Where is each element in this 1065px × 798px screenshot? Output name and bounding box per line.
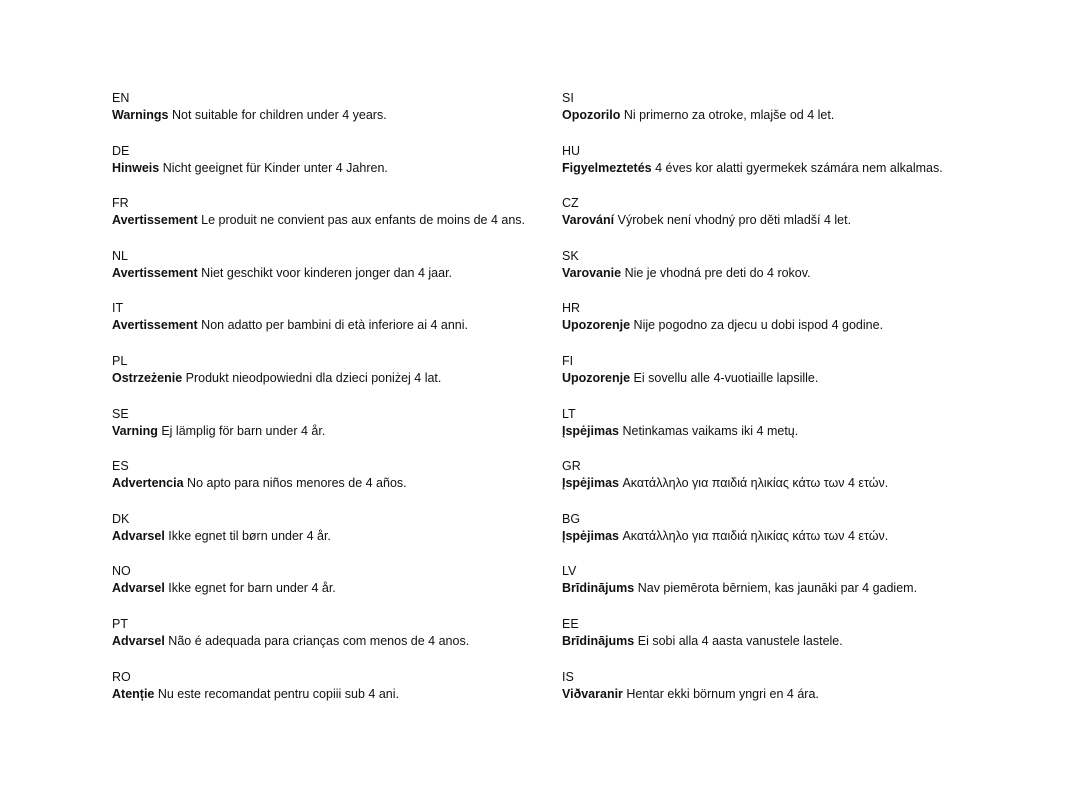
- warning-entry-ro: [112, 669, 572, 722]
- language-code: ES: [112, 459, 129, 474]
- warning-label: Avertissement: [112, 213, 198, 228]
- warning-line: [112, 265, 572, 282]
- warning-text: Hentar ekki börnum yngri en 4 ára.: [626, 686, 819, 701]
- warning-label: Ostrzeżenie: [112, 370, 183, 385]
- warning-entry-no: [112, 563, 572, 616]
- warning-entry-nl: [112, 248, 572, 301]
- warning-label: Brīdinājums: [562, 633, 635, 648]
- warning-line: [562, 475, 1022, 492]
- warning-entry-is: [562, 669, 1022, 722]
- warning-label: Varovanie: [562, 265, 622, 280]
- language-code: FR: [112, 196, 129, 211]
- warning-line: [562, 317, 1022, 334]
- warning-label: Avertissement: [112, 265, 198, 280]
- language-code: EE: [562, 616, 579, 631]
- warning-entry-lv: [562, 563, 1022, 616]
- warning-line: [562, 633, 1022, 650]
- language-code: NO: [112, 564, 131, 579]
- warning-line: [112, 317, 572, 334]
- warning-label: Opozorilo: [562, 108, 621, 122]
- language-code: SE: [112, 406, 129, 421]
- warning-label: Viðvaranir: [562, 686, 623, 701]
- warning-label: Brīdinājums: [562, 581, 635, 596]
- warning-entry-dk: [112, 511, 572, 564]
- warning-line: [562, 528, 1022, 545]
- left-column: [112, 90, 572, 721]
- language-code: PL: [112, 353, 128, 368]
- warning-entry-hu: [562, 143, 1022, 196]
- language-code: LT: [562, 406, 576, 421]
- warning-line: [562, 160, 1022, 177]
- warning-line: [112, 370, 572, 387]
- warning-entry-hr: [562, 300, 1022, 353]
- warning-line: [562, 370, 1022, 387]
- warning-entry-sk: [562, 248, 1022, 301]
- warning-line: [112, 160, 572, 177]
- warning-line: [562, 580, 1022, 597]
- warning-label: Advarsel: [112, 528, 165, 543]
- warning-entry-cz: [562, 195, 1022, 248]
- warning-label: Hinweis: [112, 160, 160, 175]
- language-code: BG: [562, 511, 581, 526]
- warning-text: Le produit ne convient pas aux enfants de moins de 4 ans.: [201, 213, 525, 228]
- warning-text: Netinkamas vaikams iki 4 metų.: [622, 423, 799, 438]
- warning-label: Avertissement: [112, 318, 198, 333]
- warning-entry-si: [562, 90, 1022, 143]
- warning-text: Não é adequada para crianças com menos de 4 anos.: [168, 633, 470, 648]
- warning-label: Atenție: [112, 686, 155, 701]
- warning-line: [562, 107, 1022, 124]
- warning-text: Ei sovellu alle 4-vuotiaille lapsille.: [633, 370, 819, 385]
- warning-line: [112, 528, 572, 545]
- warning-entry-pt: [112, 616, 572, 669]
- warning-entry-pl: [112, 353, 572, 406]
- warning-line: [112, 423, 572, 440]
- warning-line: [112, 633, 572, 650]
- language-code: SI: [562, 91, 574, 105]
- warning-text: Niet geschikt voor kinderen jonger dan 4 jaar.: [201, 265, 453, 280]
- language-code: EN: [112, 91, 130, 105]
- warning-line: [112, 686, 572, 703]
- warning-label: Warnings: [112, 108, 169, 122]
- warning-text: Not suitable for children under 4 years.: [171, 108, 387, 122]
- language-code: DE: [112, 143, 130, 158]
- warning-line: [112, 580, 572, 597]
- warning-label: Upozorenje: [562, 370, 631, 385]
- warning-label: Figyelmeztetés: [562, 160, 652, 175]
- language-code: IT: [112, 301, 124, 316]
- warning-label: Upozorenje: [562, 318, 631, 333]
- warning-label: Advarsel: [112, 633, 165, 648]
- language-code: HU: [562, 143, 581, 158]
- warning-line: [562, 212, 1022, 229]
- language-code: GR: [562, 459, 581, 474]
- language-code: NL: [112, 248, 128, 263]
- warning-entry-es: [112, 458, 572, 511]
- warning-entry-it: [112, 300, 572, 353]
- warning-text: Nie je vhodná pre deti do 4 rokov.: [624, 265, 811, 280]
- language-code: PT: [112, 616, 128, 631]
- warning-line: [562, 265, 1022, 282]
- warning-text: Ακατάλληλο για παιδιά ηλικίας κάτω των 4 ετών.: [622, 476, 889, 491]
- warning-label: Įspėjimas: [562, 423, 619, 438]
- warning-entry-ee: [562, 616, 1022, 669]
- warning-label: Advertencia: [112, 476, 184, 491]
- warning-entry-gr: [562, 458, 1022, 511]
- warning-text: Ακατάλληλο για παιδιά ηλικίας κάτω των 4 ετών.: [622, 528, 889, 543]
- warning-entry-en: [112, 90, 572, 143]
- warning-text: Ikke egnet til børn under 4 år.: [168, 528, 331, 543]
- warning-text: Non adatto per bambini di età inferiore ai 4 anni.: [201, 318, 469, 333]
- warning-text: Ikke egnet for barn under 4 år.: [168, 581, 336, 596]
- warning-label: Varování: [562, 213, 615, 228]
- language-code: LV: [562, 564, 577, 579]
- warning-text: Nicht geeignet für Kinder unter 4 Jahren.: [162, 160, 388, 175]
- language-code: HR: [562, 301, 581, 316]
- warning-text: Ni primerno za otroke, mlajše od 4 let.: [623, 108, 835, 122]
- warning-text: Ei sobi alla 4 aasta vanustele lastele.: [637, 633, 843, 648]
- warning-line: [562, 423, 1022, 440]
- warning-text: Nije pogodno za djecu u dobi ispod 4 godine.: [633, 318, 884, 333]
- warning-text: Nav piemērota bērniem, kas jaunāki par 4 gadiem.: [637, 581, 918, 596]
- warning-label: Advarsel: [112, 581, 165, 596]
- language-code: IS: [562, 669, 574, 684]
- warning-text: No apto para niños menores de 4 años.: [187, 476, 407, 491]
- right-column: [562, 90, 1022, 721]
- language-code: FI: [562, 353, 574, 368]
- warning-line: [112, 107, 572, 124]
- warning-text: 4 éves kor alatti gyermekek számára nem alkalmas.: [655, 160, 943, 175]
- warning-label: Įspėjimas: [562, 528, 619, 543]
- language-code: RO: [112, 669, 131, 684]
- warning-line: [112, 475, 572, 492]
- warning-line: [112, 212, 572, 229]
- warning-entry-fi: [562, 353, 1022, 406]
- language-code: CZ: [562, 196, 579, 211]
- warning-text: Ej lämplig för barn under 4 år.: [161, 423, 326, 438]
- warning-text: Výrobek není vhodný pro děti mladší 4 let.: [617, 213, 852, 228]
- warning-entry-lt: [562, 406, 1022, 459]
- warning-entry-de: [112, 143, 572, 196]
- warning-entry-se: [112, 406, 572, 459]
- warning-label: Varning: [112, 423, 158, 438]
- warning-text: Nu este recomandat pentru copiii sub 4 ani.: [157, 686, 399, 701]
- warning-line: [562, 686, 1022, 703]
- language-code: SK: [562, 248, 579, 263]
- warning-label: Įspėjimas: [562, 476, 619, 491]
- warning-entry-fr: [112, 195, 572, 248]
- warning-entry-bg: [562, 511, 1022, 564]
- language-code: DK: [112, 511, 130, 526]
- warning-text: Produkt nieodpowiedni dla dzieci poniżej 4 lat.: [185, 370, 442, 385]
